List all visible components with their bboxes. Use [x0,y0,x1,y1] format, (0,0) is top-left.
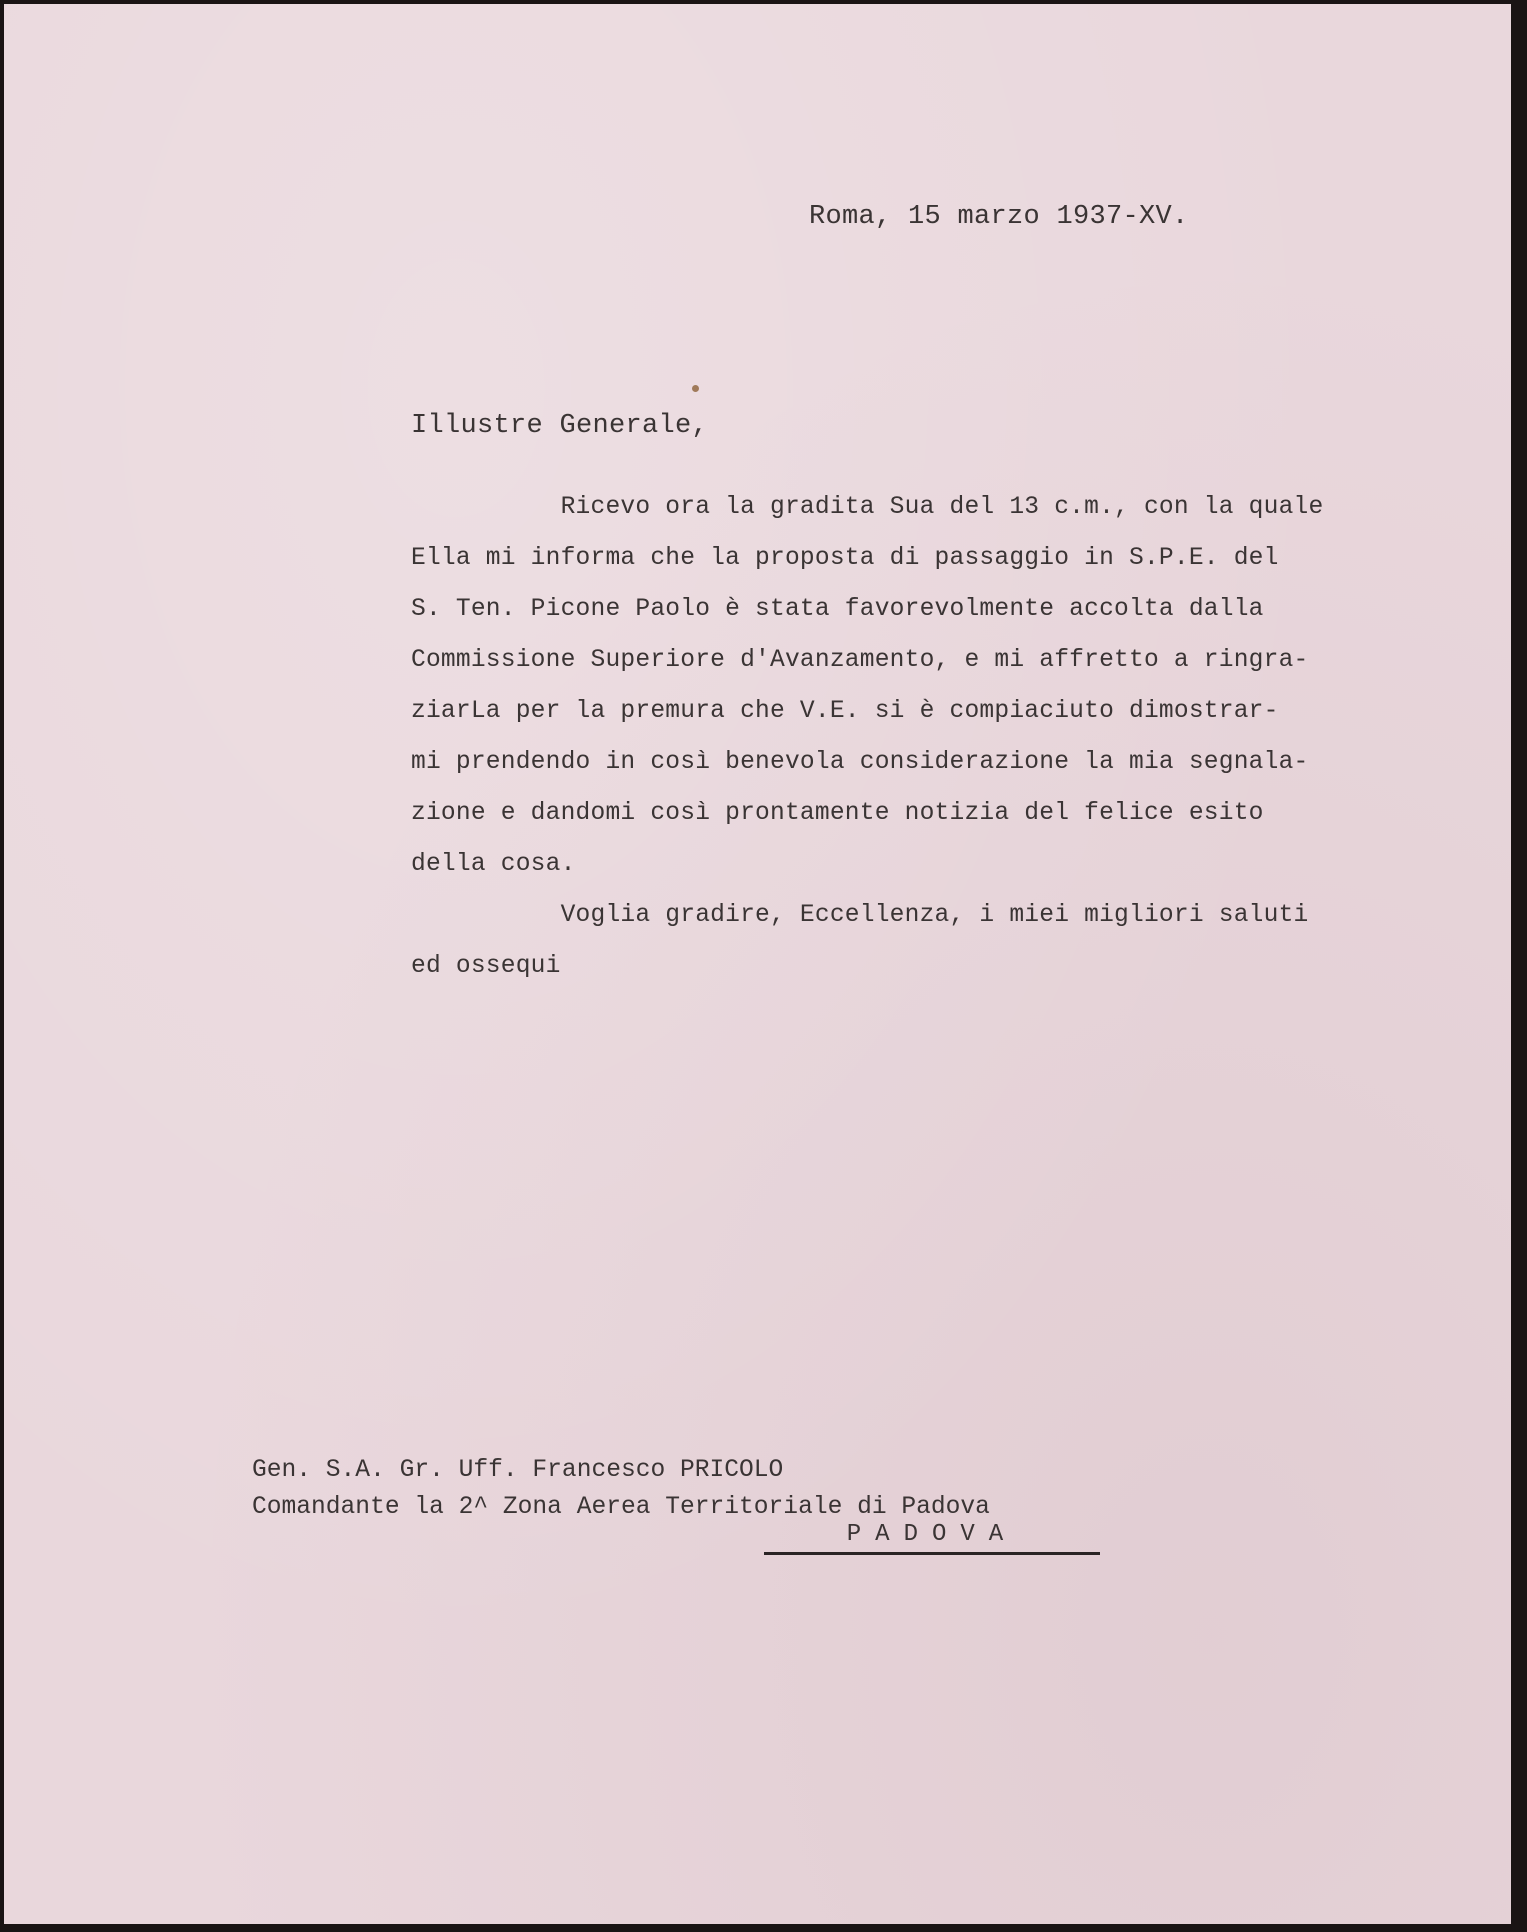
body-line: Commissione Superiore d'Avanzamento, e mi affretto a ringra- [411,647,1309,674]
letter-page [4,4,1511,1924]
body-line: Ricevo ora la gradita Sua del 13 c.m., con la quale [411,494,1324,521]
letter-date: Roma, 15 marzo 1937-XV. [809,202,1189,232]
recipient-city: PADOVA [764,1521,1100,1555]
body-line: della cosa. [411,851,576,878]
body-line: zione e dandomi così prontamente notizia del felice esito [411,800,1264,827]
recipient-name: Gen. S.A. Gr. Uff. Francesco PRICOLO [252,1457,784,1484]
salutation: Illustre Generale, [411,411,709,441]
body-line: mi prendendo in così benevola considerazione la mia segnala- [411,749,1309,776]
recipient-title: Comandante la 2^ Zona Aerea Territoriale di Padova [252,1494,990,1521]
recipient-block [252,1452,990,1526]
body-line: ziarLa per la premura che V.E. si è compiaciuto dimostrar- [411,698,1279,725]
letter-body [411,482,1323,992]
body-line: ed ossequi [411,953,561,980]
ink-dot [692,385,699,392]
body-line: Ella mi informa che la proposta di passaggio in S.P.E. del [411,545,1279,572]
body-line: Voglia gradire, Eccellenza, i miei migliori saluti [411,902,1309,929]
body-line: S. Ten. Picone Paolo è stata favorevolmente accolta dalla [411,596,1264,623]
